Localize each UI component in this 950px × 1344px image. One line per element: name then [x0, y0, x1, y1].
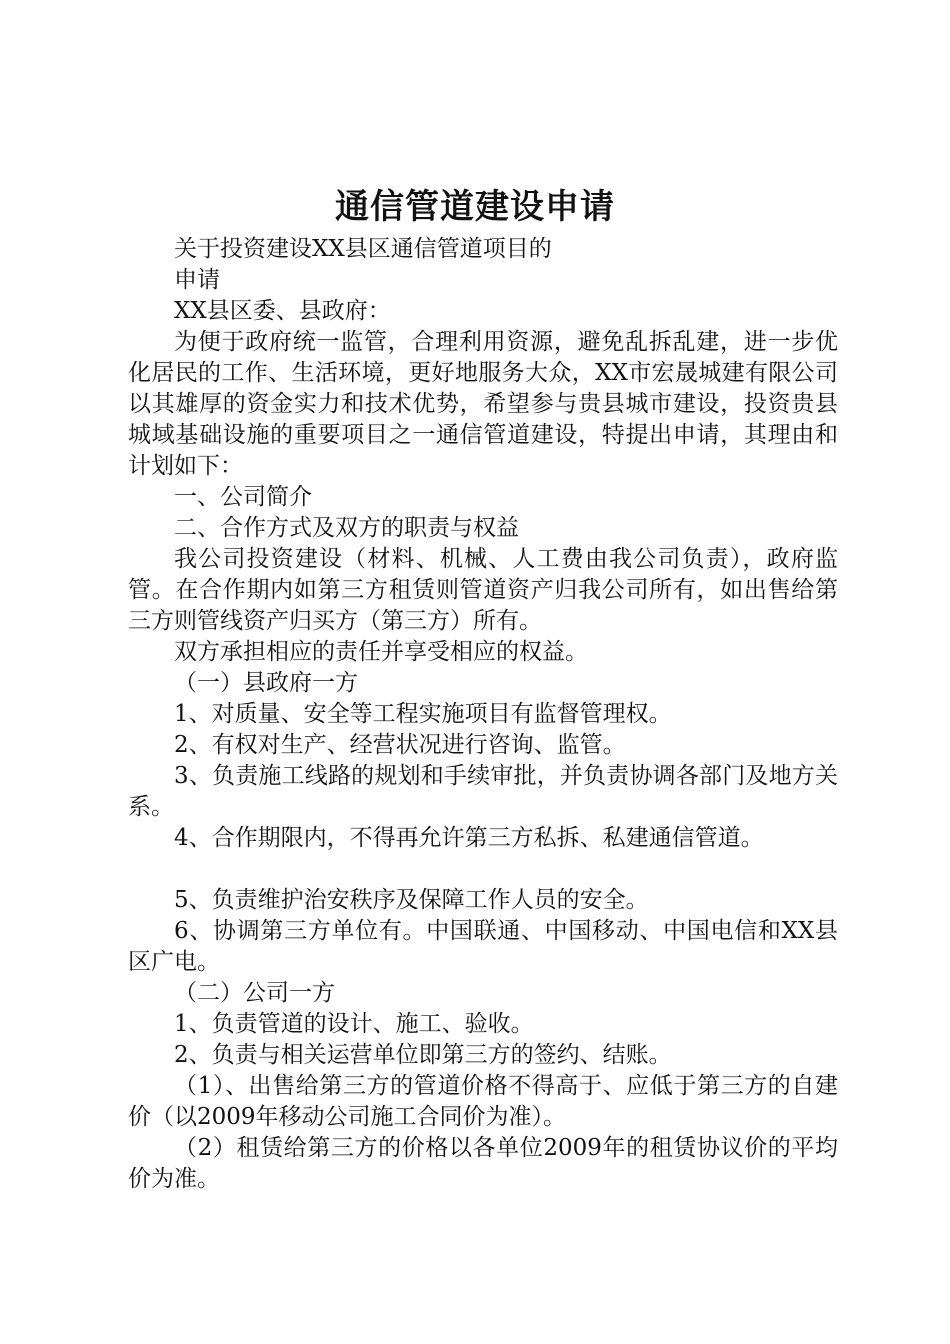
company-subitem-2: （2）租赁给第三方的价格以各单位2009年的租赁协议价的平均价为准。 [128, 1135, 838, 1192]
section-heading-cooperation: 二、合作方式及双方的职责与权益 [174, 515, 519, 541]
rights-paragraph: 双方承担相应的责任并享受相应的权益。 [174, 639, 588, 665]
company-item-2: 2、负责与相关运营单位即第三方的签约、结账。 [174, 1042, 672, 1068]
subject-line-1: 关于投资建设XX县区通信管道项目的 [174, 236, 552, 262]
document-body [128, 234, 838, 1195]
subsection-heading-government: （一）县政府一方 [174, 670, 358, 696]
company-item-1: 1、负责管道的设计、施工、验收。 [174, 1011, 534, 1037]
salutation: XX县区委、县政府： [174, 298, 391, 324]
subsection-heading-company: （二）公司一方 [174, 980, 335, 1006]
government-item-1: 1、对质量、安全等工程实施项目有监督管理权。 [174, 701, 672, 727]
government-item-6: 6、协调第三方单位有。中国联通、中国移动、中国电信和XX县区广电。 [128, 918, 838, 975]
subject-line-2: 申请 [174, 267, 220, 293]
section-heading-company: 一、公司简介 [174, 484, 312, 510]
cooperation-paragraph: 我公司投资建设（材料、机械、人工费由我公司负责），政府监管。在合作期内如第三方租赁则管道资产归我公司所有，如出售给第三方则管线资产归买方（第三方）所有。 [128, 546, 838, 634]
intro-paragraph: 为便于政府统一监管，合理利用资源，避免乱拆乱建，进一步优化居民的工作、生活环境，更好地服务大众，XX市宏晟城建有限公司以其雄厚的资金实力和技术优势，希望参与贵县城市建设，投资贵县城域基础设施的重要项目之一通信管道建设，特提出申请，其理由和计划如下： [128, 329, 838, 479]
document-title: 通信管道建设申请 [335, 187, 615, 227]
company-subitem-1: （1）、出售给第三方的管道价格不得高于、应低于第三方的自建价（以2009年移动公司施工合同价为准）。 [128, 1073, 838, 1130]
government-item-3: 3、负责施工线路的规划和手续审批，并负责协调各部门及地方关系。 [128, 763, 838, 820]
government-item-2: 2、有权对生产、经营状况进行咨询、监管。 [174, 732, 626, 758]
government-item-5: 5、负责维护治安秩序及保障工作人员的安全。 [174, 887, 649, 913]
blank-line [128, 854, 838, 885]
government-item-4: 4、合作期限内，不得再允许第三方私拆、私建通信管道。 [174, 825, 764, 851]
